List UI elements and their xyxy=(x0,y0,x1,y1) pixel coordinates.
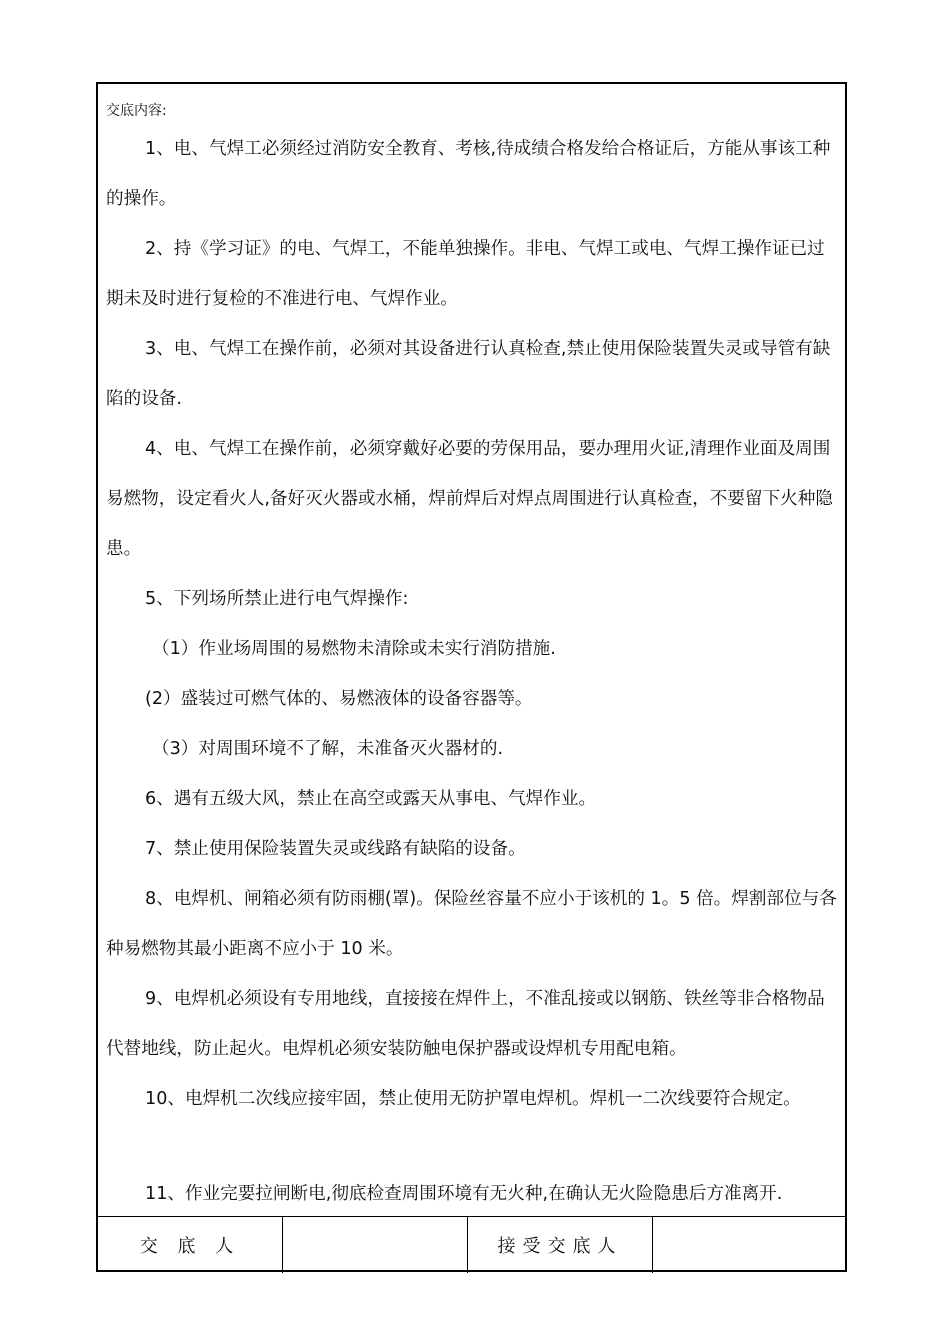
receiver-label: 接受交底人 xyxy=(468,1217,653,1273)
item-5: 5、下列场所禁止进行电气焊操作: xyxy=(145,589,409,609)
item-10: 10、电焊机二次线应接牢固，禁止使用无防护罩电焊机。焊机一二次线要符合规定。 xyxy=(145,1089,801,1109)
item-5-sub-1: （1）作业场周围的易燃物未清除或未实行消防措施. xyxy=(152,639,556,659)
item-5-sub-2: (2）盛装过可燃气体的、易燃液体的设备容器等。 xyxy=(145,689,533,709)
disclosure-sheet xyxy=(96,82,847,1272)
item-5-sub-3: （3）对周围环境不了解，未准备灭火器材的. xyxy=(152,739,504,759)
item-6: 6、遇有五级大风，禁止在高空或露天从事电、气焊作业。 xyxy=(145,789,597,809)
item-8: 8、电焊机、闸箱必须有防雨棚(罩)。保险丝容量不应小于该机的 1。5 倍。焊割部位与各种易燃物其最小距离不应小于 10 米。 xyxy=(106,889,837,959)
disclosure-content xyxy=(98,84,845,1216)
item-4: 4、电、气焊工在操作前，必须穿戴好必要的劳保用品，要办理用火证,清理作业面及周围易燃物，设定看火人,备好灭火器或水桶，焊前焊后对焊点周围进行认真检查，不要留下火种隐患。 xyxy=(106,439,833,559)
item-9: 9、电焊机必须设有专用地线，直接接在焊件上，不准乱接或以钢筋、铁丝等非合格物品代替地线，防止起火。电焊机必须安装防触电保护器或设焊机专用配电箱。 xyxy=(106,989,825,1059)
receiver-signature-field[interactable] xyxy=(653,1217,845,1273)
signature-row xyxy=(98,1216,845,1273)
item-7: 7、禁止使用保险装置失灵或线路有缺陷的设备。 xyxy=(145,839,526,859)
item-3: 3、电、气焊工在操作前，必须对其设备进行认真检查,禁止使用保险装置失灵或导管有缺陷的设备. xyxy=(106,339,831,409)
discloser-label: 交 底 人 xyxy=(98,1217,283,1273)
item-1: 1、电、气焊工必须经过消防安全教育、考核,待成绩合格发给合格证后，方能从事该工种的操作。 xyxy=(106,139,831,209)
content-heading: 交底内容: xyxy=(106,103,167,119)
item-11: 11、作业完要拉闸断电,彻底检查周围环境有无火种,在确认无火险隐患后方准离开. xyxy=(145,1184,783,1204)
discloser-signature-field[interactable] xyxy=(283,1217,468,1273)
item-2: 2、持《学习证》的电、气焊工，不能单独操作。非电、气焊工或电、气焊工操作证已过期未及时进行复检的不准进行电、气焊作业。 xyxy=(106,239,825,309)
